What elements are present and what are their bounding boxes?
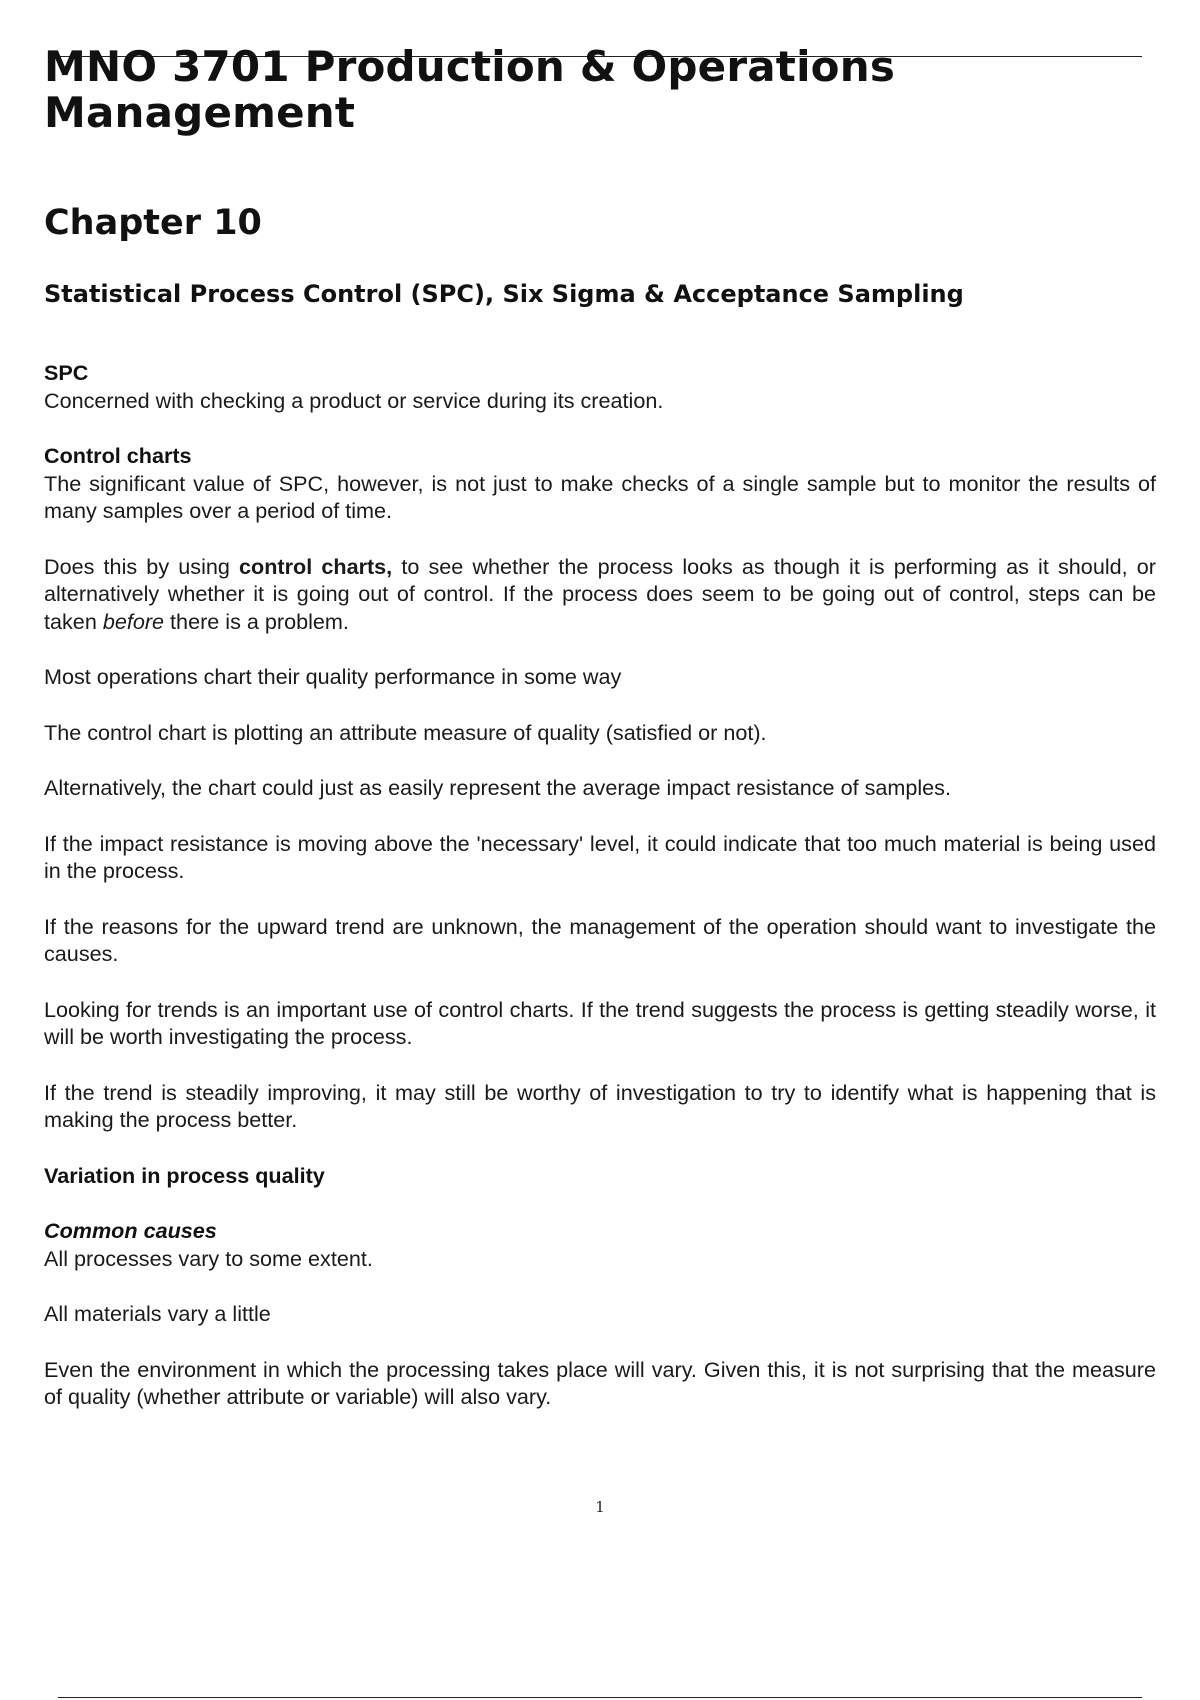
document-body [44,359,1156,1439]
paragraph-spc-definition: Concerned with checking a product or service during its creation. [44,387,664,413]
paragraph-control-charts-5: Alternatively, the chart could just as easily represent the average impact resistance of samples. [44,775,951,800]
paragraph-variation-3: Even the environment in which the processing takes place will vary. Given this, it is not surprising that the measure of quality (whether attribute or variable) will also vary. [44,1356,1156,1409]
chapter-heading: Chapter 10 [44,203,262,243]
paragraph-control-charts-1: The significant value of SPC, however, is not just to make checks of a single sample but to monitor the results of many samples over a period of time. [44,470,1156,523]
chapter-subtitle: Statistical Process Control (SPC), Six Sigma & Acceptance Sampling [44,280,964,308]
footer-rule [58,1697,1142,1698]
paragraph-control-charts-9: If the trend is steadily improving, it may still be worthy of investigation to try to identify what is happening that is making the process better. [44,1079,1156,1132]
section-heading-control-charts: Control charts [44,443,192,468]
bold-term-control-charts: control charts, [239,553,393,579]
paragraph-control-charts-7: If the reasons for the upward trend are unknown, the management of the operation should want to investigate the causes. [44,913,1156,966]
document-title: MNO 3701 Production & Operations Management [44,42,896,137]
paragraph-text: Does this by using [44,553,240,579]
paragraph-variation-1: All processes vary to some extent. [44,1245,373,1271]
section-heading-variation: Variation in process quality [44,1162,325,1188]
section-heading-spc: SPC [44,360,89,385]
page-number: 1 [595,1498,605,1516]
italic-term-before: before [102,608,165,634]
paragraph-text: to see whether the process looks as though it is performing as it should, or alternatively whether it is going out of control. If the process does seem to be going out of control, steps can be taken [44,553,1156,634]
paragraph-control-charts-2 [44,553,1156,636]
paragraph-control-charts-3: Most operations chart their quality performance in some way [44,664,622,689]
paragraph-control-charts-8: Looking for trends is an important use of control charts. If the trend suggests the process is getting steadily worse, it will be worth investigating the process. [44,996,1156,1049]
paragraph-text: there is a problem. [164,608,349,634]
paragraph-control-charts-4: The control chart is plotting an attribute measure of quality (satisfied or not). [44,719,767,745]
paragraph-control-charts-6: If the impact resistance is moving above the 'necessary' level, it could indicate that too much material is being used in the process. [44,830,1156,883]
subheading-common-causes: Common causes [44,1218,217,1243]
paragraph-variation-2: All materials vary a little [44,1301,271,1326]
